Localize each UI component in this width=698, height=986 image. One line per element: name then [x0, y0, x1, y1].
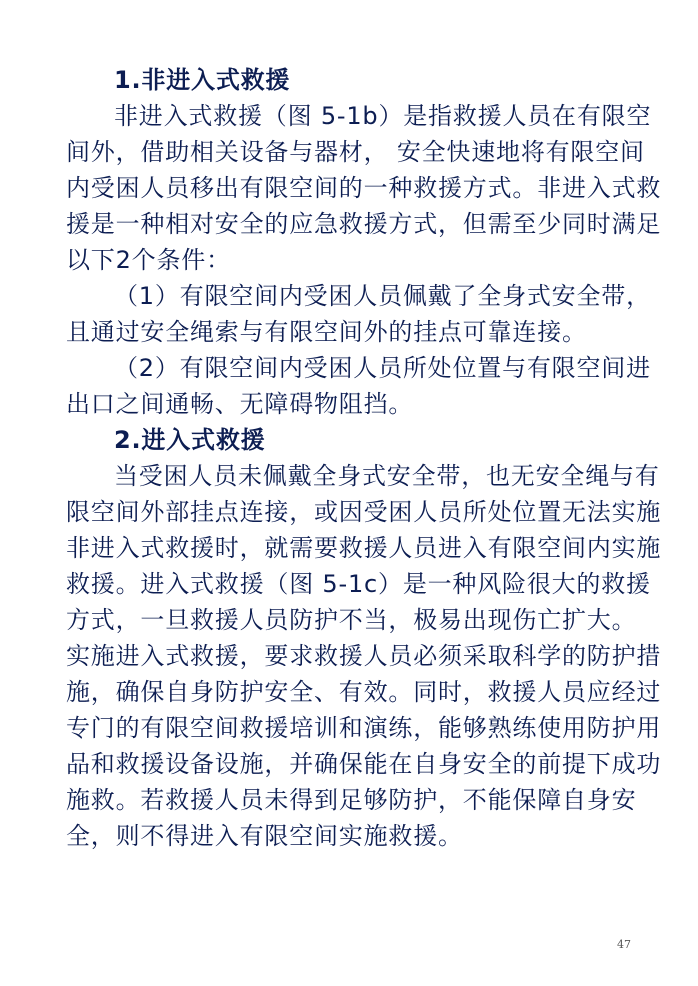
section1-paragraph-line: 间外，借助相关设备与器材， 安全快速地将有限空间 — [66, 138, 645, 166]
section2-paragraph2-line: 实施进入式救援，要求救援人员必须采取科学的防护措 — [66, 642, 662, 670]
condition2-line: 出口之间通畅、无障碍物阻挡。 — [66, 390, 414, 418]
condition1-line: （1）有限空间内受困人员佩戴了全身式安全带， — [114, 282, 651, 310]
section2-paragraph2-line: 专门的有限空间救援培训和演练，能够熟练使用防护用 — [66, 714, 662, 742]
section2-paragraph1-line: 非进入式救援时，就需要救援人员进入有限空间内实施 — [66, 534, 662, 562]
section2-heading: 2.进入式救援 — [114, 426, 266, 454]
section1-paragraph-line: 以下2个条件： — [66, 246, 231, 274]
section2-paragraph2-line: 施救。若救援人员未得到足够防护，不能保障自身安 — [66, 786, 637, 814]
section2-paragraph2-line: 品和救援设备设施，并确保能在自身安全的前提下成功 — [66, 750, 662, 778]
page-number: 47 — [617, 938, 631, 951]
section1-paragraph-line: 非进入式救援（图 5-1b）是指救援人员在有限空 — [114, 102, 652, 130]
section2-paragraph2-line: 施，确保自身防护安全、有效。同时，救援人员应经过 — [66, 678, 662, 706]
section1-heading: 1.非进入式救援 — [114, 66, 291, 94]
section2-paragraph1-line: 方式，一旦救援人员防护不当，极易出现伤亡扩大。 — [66, 606, 637, 634]
section2-paragraph2-line: 全，则不得进入有限空间实施救援。 — [66, 822, 463, 850]
section1-paragraph-line: 内受困人员移出有限空间的一种救援方式。非进入式救 — [66, 174, 662, 202]
section2-paragraph1-line: 救援。进入式救援（图 5-1c）是一种风险很大的救援 — [66, 570, 651, 598]
condition1-line: 且通过安全绳索与有限空间外的挂点可靠连接。 — [66, 318, 587, 346]
condition2-line: （2）有限空间内受困人员所处位置与有限空间进 — [114, 354, 651, 382]
section2-paragraph1-line: 当受困人员未佩戴全身式安全带，也无安全绳与有 — [114, 462, 660, 490]
section2-paragraph1-line: 限空间外部挂点连接，或因受困人员所处位置无法实施 — [66, 498, 662, 526]
section1-paragraph-line: 援是一种相对安全的应急救援方式，但需至少同时满足 — [66, 210, 662, 238]
